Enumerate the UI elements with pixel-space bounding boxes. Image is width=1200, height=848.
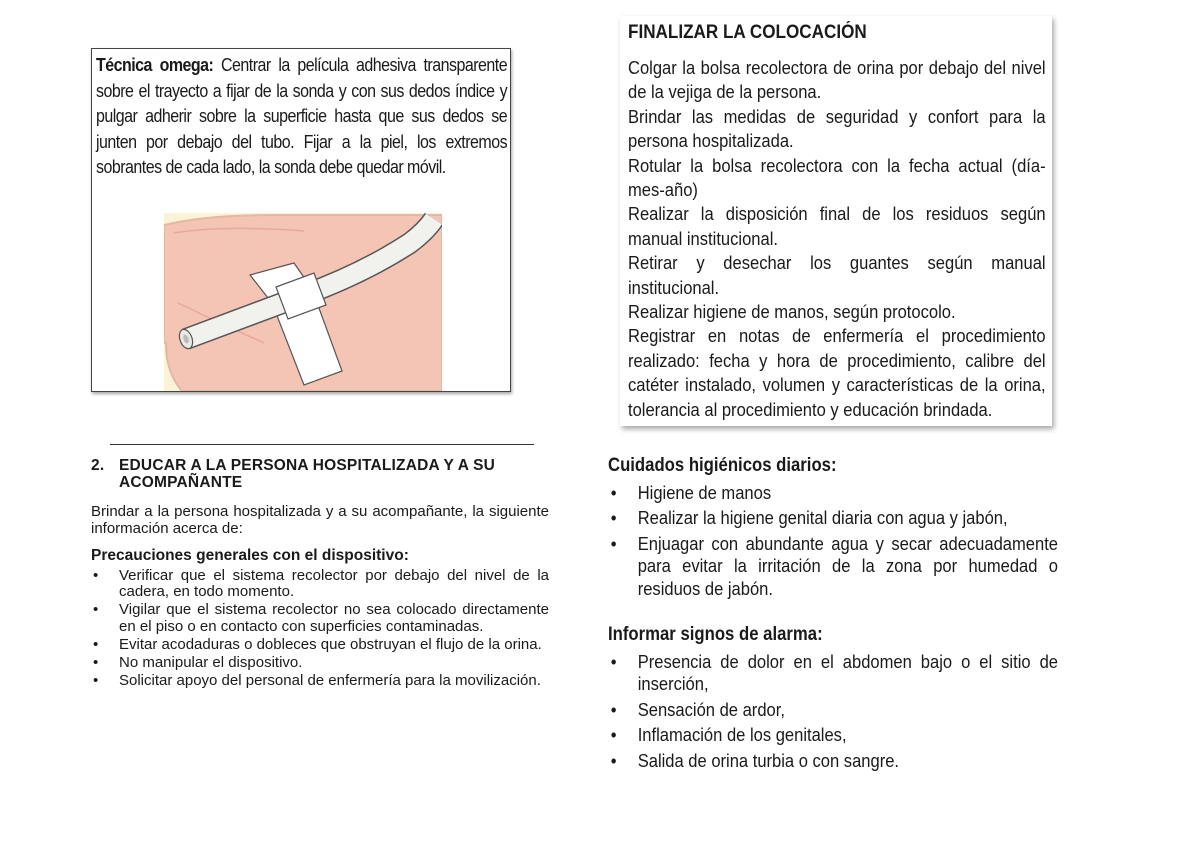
bullet-icon: • bbox=[610, 507, 617, 529]
list-item bbox=[608, 507, 1058, 529]
educar-heading-number: 2. bbox=[91, 457, 105, 474]
list-item bbox=[91, 637, 549, 653]
finalizar-step: Colgar la bolsa recolectora de orina por debajo del nivel de la vejiga de la persona. bbox=[628, 57, 1046, 103]
finalizar-colocacion-box bbox=[620, 16, 1052, 426]
list-item-text: Sensación de ardor, bbox=[637, 698, 785, 720]
list-item bbox=[608, 651, 1058, 696]
finalizar-step: Realizar higiene de manos, según protocolo. bbox=[628, 301, 956, 323]
finalizar-step: Registrar en notas de enfermería el procedimiento realizado: fecha y hora de procedimiento, calibre del catéter instalado, volumen y características de la orina, tolerancia al procedimiento y educación brindada. bbox=[628, 325, 1046, 420]
list-item-text: Vigilar que el sistema recolector no sea colocado directamente en el piso o en contacto con superficies contaminadas. bbox=[119, 601, 549, 635]
list-item-text: Presencia de dolor en el abdomen bajo o el sitio de inserción, bbox=[637, 651, 1058, 695]
list-item-text: Salida de orina turbia o con sangre. bbox=[637, 749, 900, 771]
section-divider bbox=[110, 444, 534, 445]
list-item-text: Verificar que el sistema recolector por debajo del nivel de la cadera, en todo momento. bbox=[119, 567, 549, 601]
bullet-icon: • bbox=[610, 482, 617, 503]
list-item-text: No manipular el dispositivo. bbox=[119, 654, 303, 672]
list-item-text: Enjuagar con abundante agua y secar adecuadamente para evitar la irritación de la zona por humedad o residuos de jabón. bbox=[637, 532, 1058, 599]
finalizar-steps bbox=[628, 56, 1046, 422]
list-item-text: Higiene de manos bbox=[637, 482, 772, 503]
list-item bbox=[608, 750, 1058, 772]
bullet-icon: • bbox=[610, 698, 617, 720]
list-item bbox=[91, 655, 549, 671]
bullet-icon: • bbox=[93, 654, 99, 672]
list-item bbox=[608, 482, 1058, 504]
list-item bbox=[91, 602, 549, 634]
list-item-text: Realizar la higiene genital diaria con agua y jabón, bbox=[637, 507, 1008, 529]
bullet-icon: • bbox=[93, 601, 99, 619]
educar-intro: Brindar a la persona hospitalizada y a su acompañante, la siguiente información acerca de: bbox=[91, 503, 549, 537]
finalizar-step: Brindar las medidas de seguridad y confort para la persona hospitalizada. bbox=[628, 105, 1046, 152]
bullet-icon: • bbox=[610, 651, 617, 672]
list-item bbox=[608, 699, 1058, 721]
bullet-icon: • bbox=[610, 532, 617, 554]
finalizar-step: Retirar y desechar los guantes según manual institucional. bbox=[628, 252, 1046, 298]
cuidados-list bbox=[608, 482, 1058, 603]
finalizar-title: FINALIZAR LA COLOCACIÓN bbox=[628, 22, 867, 43]
bullet-icon: • bbox=[610, 724, 617, 746]
list-item bbox=[608, 724, 1058, 746]
bullet-icon: • bbox=[93, 567, 99, 584]
finalizar-step: Rotular la bolsa recolectora con la fecha actual (día-mes-año) bbox=[628, 154, 1046, 201]
educar-heading-text: EDUCAR A LA PERSONA HOSPITALIZADA Y A SU ACOMPAÑANTE bbox=[119, 457, 496, 491]
alarma-heading: Informar signos de alarma: bbox=[608, 624, 823, 645]
precauciones-list bbox=[91, 568, 549, 691]
omega-technique-label: Técnica omega: bbox=[96, 54, 214, 75]
bullet-icon: • bbox=[93, 635, 99, 653]
omega-technique-box bbox=[91, 48, 511, 392]
precauciones-heading: Precauciones generales con el dispositivo: bbox=[91, 547, 409, 564]
list-item-text: Solicitar apoyo del personal de enfermería para la movilización. bbox=[119, 672, 541, 690]
bullet-icon: • bbox=[93, 672, 99, 690]
bullet-icon: • bbox=[610, 749, 617, 771]
finalizar-step: Realizar la disposición final de los residuos según manual institucional. bbox=[628, 203, 1046, 249]
list-item bbox=[91, 673, 549, 689]
cuidados-heading: Cuidados higiénicos diarios: bbox=[608, 455, 837, 476]
list-item-text: Evitar acodaduras o dobleces que obstruyan el flujo de la orina. bbox=[119, 635, 542, 653]
omega-technique-text bbox=[96, 52, 507, 180]
list-item bbox=[91, 568, 549, 600]
list-item bbox=[608, 533, 1058, 600]
list-item-text: Inflamación de los genitales, bbox=[637, 724, 847, 746]
alarma-list bbox=[608, 651, 1058, 775]
catheter-fixation-illustration bbox=[164, 213, 442, 391]
omega-technique-description: Centrar la película adhesiva transparente sobre el trayecto a fijar de la sonda y con sus dedos índice y pulgar adherir sobre la superficie hasta que sus dedos se junten por debajo del tubo. Fijar a la piel, los extremos sobrantes de cada lado, la sonda debe quedar móvil. bbox=[96, 54, 508, 177]
